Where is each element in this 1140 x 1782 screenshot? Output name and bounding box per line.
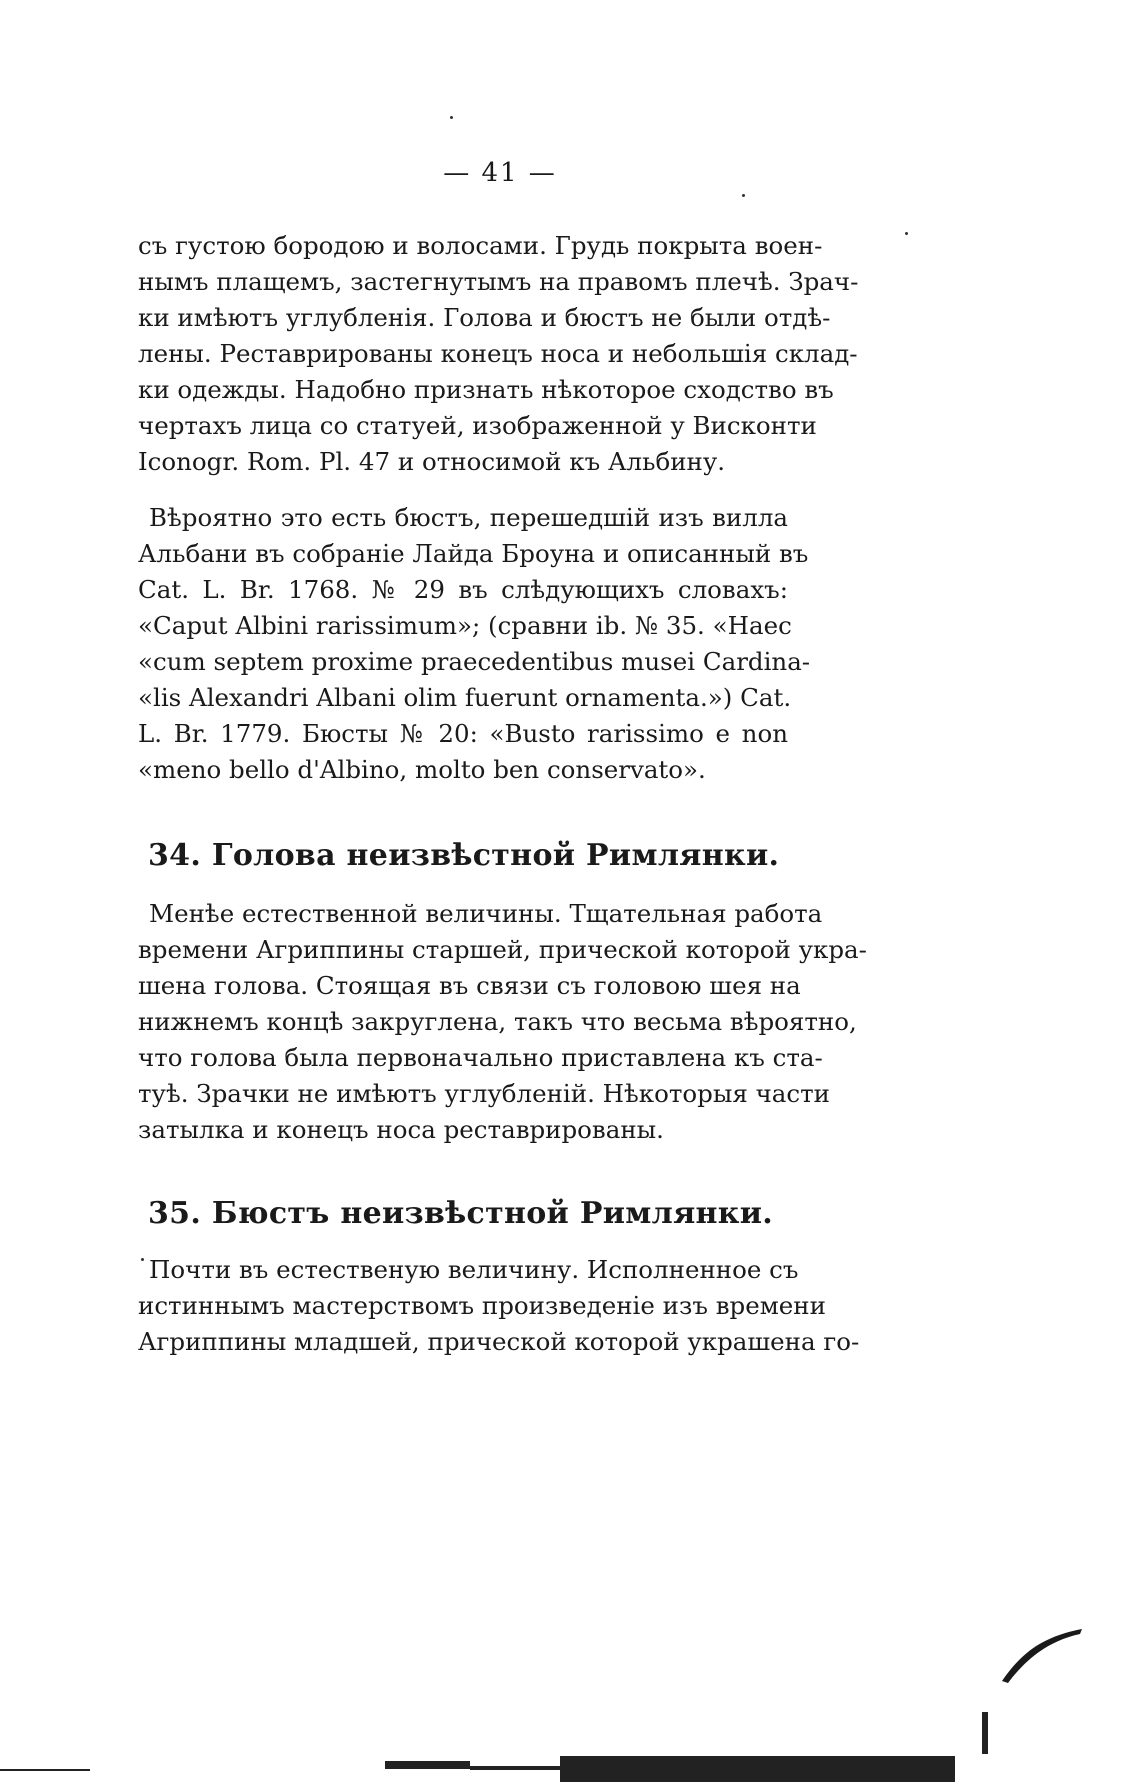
text-line: съ густою бородою и волосами. Грудь покрыта воен-: [138, 231, 823, 260]
text-line: чертахъ лица со статуей, изображенной у Висконти: [138, 411, 817, 440]
text-line: Альбани въ собраніе Лайда Броуна и описанный въ: [138, 539, 809, 568]
text-line: ки одежды. Надобно признать нѣкоторое сходство въ: [138, 375, 834, 404]
text-line: «meno bello d'Albino, molto ben conservato».: [138, 755, 706, 784]
scan-speck: [905, 232, 908, 235]
text-line: «lis Alexandri Albani olim fuerunt ornamenta.») Cat.: [138, 683, 792, 712]
text-line: что голова была первоначально приставлена къ ста-: [138, 1043, 823, 1072]
scan-edge-mark: [0, 1769, 90, 1771]
paragraph-continuation: [138, 228, 859, 480]
text-line: времени Агриппины старшей, прической которой укра-: [138, 935, 867, 964]
text-line: затылка и конецъ носа реставрированы.: [138, 1115, 664, 1144]
text-line: Cat. L. Br. 1768. № 29 въ слѣдующихъ словахъ:: [138, 575, 788, 604]
text-line: нижнемъ концѣ закруглена, такъ что весьма вѣроятно,: [138, 1007, 857, 1036]
section-34-heading: 34. Голова неизвѣстной Римлянки.: [148, 838, 780, 873]
scan-edge-mark: [470, 1766, 560, 1770]
text-line: Вѣроятно это есть бюстъ, перешедшій изъ вилла: [149, 503, 788, 532]
scan-speck: [450, 116, 453, 119]
scan-edge-mark: [385, 1761, 470, 1769]
text-line: Менѣе естественной величины. Тщательная работа: [149, 899, 823, 928]
text-line: ки имѣютъ углубленія. Голова и бюстъ не были отдѣ-: [138, 303, 831, 332]
text-line: Почти въ естественую величину. Исполненное съ: [149, 1255, 799, 1284]
scan-speck: [742, 194, 745, 197]
text-line: «cum septem proxime praecedentibus musei Cardina-: [138, 647, 811, 676]
scan-speck: [141, 1258, 144, 1261]
text-line: Агриппины младшей, прической которой украшена го-: [138, 1327, 860, 1356]
scan-edge-mark: [982, 1712, 988, 1754]
text-line: «Caput Albini rarissimum»; (сравни ib. № 35. «Haec: [138, 611, 792, 640]
text-line: лены. Реставрированы конецъ носа и небольшія склад-: [138, 339, 858, 368]
page-number: — 41 —: [443, 158, 557, 188]
text-line: шена голова. Стоящая въ связи съ головою шея на: [138, 971, 801, 1000]
paragraph-provenance: [138, 500, 811, 788]
scan-edge-mark: [560, 1756, 955, 1782]
section-35-heading: 35. Бюстъ неизвѣстной Римлянки.: [148, 1196, 774, 1231]
text-line: истиннымъ мастерствомъ произведеніе изъ времени: [138, 1291, 826, 1320]
section-34-body: [138, 896, 867, 1148]
text-line: L. Br. 1779. Бюсты № 20: «Busto rarissimo e non: [138, 719, 788, 748]
ink-stroke-icon: [1000, 1615, 1085, 1685]
text-line: нымъ плащемъ, застегнутымъ на правомъ плечѣ. Зрач-: [138, 267, 859, 296]
section-35-body: [138, 1252, 860, 1360]
text-line: Iconogr. Rom. Pl. 47 и относимой къ Альбину.: [138, 447, 726, 476]
text-line: туѣ. Зрачки не имѣютъ углубленій. Нѣкоторыя части: [138, 1079, 830, 1108]
